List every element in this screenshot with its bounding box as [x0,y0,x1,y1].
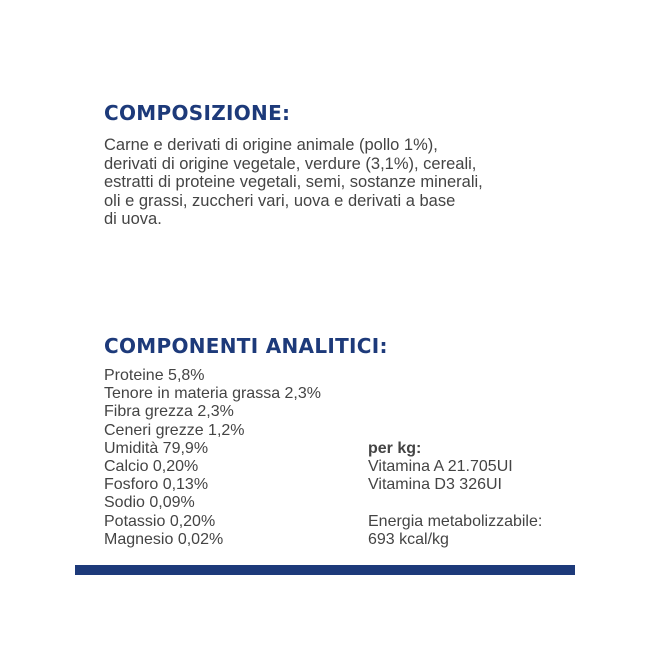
analytic-item-moisture: Umidità 79,9% [104,439,209,457]
analytic-item-protein: Proteine 5,8% [104,367,205,384]
composition-line: Carne e derivati di origine animale (pollo 1%), [104,136,438,154]
analytic-components-list [104,367,321,549]
vitamin-a-value: Vitamina A 21.705UI [368,458,513,476]
analytic-item-potassium: Potassio 0,20% [104,512,216,530]
analytic-item-phosphorus: Fosforo 0,13% [104,476,209,494]
analytic-item-fat: Tenore in materia grassa 2,3% [104,385,321,403]
analytic-components-heading: COMPONENTI ANALITICI: [104,334,388,358]
composition-line: estratti di proteine vegetali, semi, sostanze minerali, [104,173,483,191]
per-kg-block [368,440,513,495]
vitamin-d3-value: Vitamina D3 326UI [368,476,502,494]
analytic-item-calcium: Calcio 0,20% [104,458,199,476]
composition-heading: COMPOSIZIONE: [104,101,291,125]
composition-line: oli e grassi, zuccheri vari, uova e derivati a base [104,191,456,210]
composition-line: di uova. [104,210,162,228]
composition-line: derivati di origine vegetale, verdure (3,1%), cereali, [104,154,477,173]
energy-block [368,513,542,549]
analytic-item-fibre: Fibra grezza 2,3% [104,403,234,421]
composition-text [104,136,564,229]
analytic-item-ash: Ceneri grezze 1,2% [104,421,245,439]
energy-value: 693 kcal/kg [368,531,449,549]
bottom-divider-bar [75,565,575,575]
analytic-item-magnesium: Magnesio 0,02% [104,530,224,548]
analytic-item-sodium: Sodio 0,09% [104,494,195,512]
per-kg-title: per kg: [368,440,422,457]
energy-label: Energia metabolizzabile: [368,513,543,530]
